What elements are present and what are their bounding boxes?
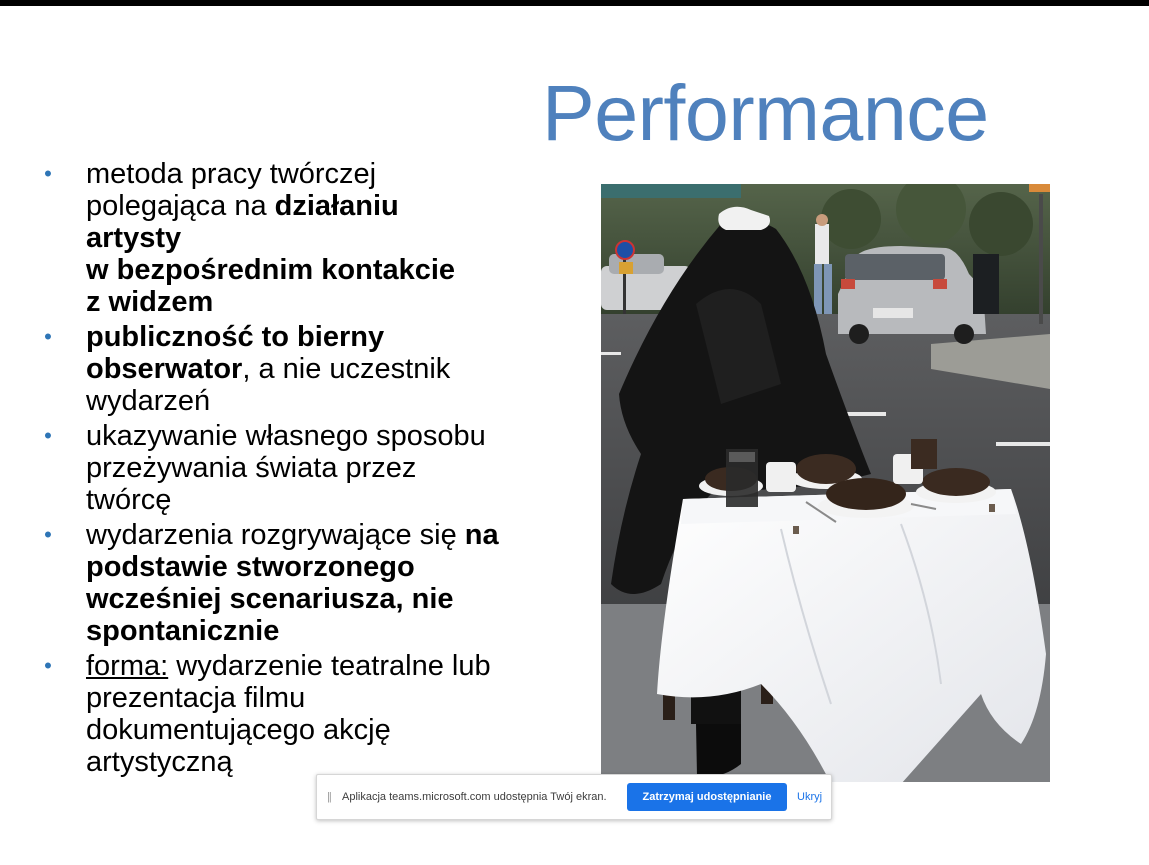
bullet-item (40, 650, 585, 778)
text-segment: artystyczną (86, 746, 233, 778)
slide-title: Performance (542, 68, 989, 157)
hide-link[interactable]: Ukryj (797, 791, 823, 803)
bullet-item (40, 519, 585, 647)
bullet-item (40, 420, 585, 516)
bullet-dot-icon: • (44, 423, 52, 448)
text-segment: z widzem (86, 286, 214, 318)
bullet-dot-icon: • (44, 653, 52, 678)
bullet-item (40, 158, 585, 318)
bullet-line (86, 353, 585, 385)
bullet-list (40, 158, 585, 781)
bullet-line (86, 190, 585, 222)
share-message: Aplikacja teams.microsoft.com udostępnia Twój ekran. (342, 791, 607, 803)
bullet-line (86, 254, 585, 286)
screen-share-notification (316, 774, 832, 820)
bullet-text (86, 519, 585, 647)
text-segment: publiczność to bierny (86, 321, 385, 353)
bullet-line (86, 420, 585, 452)
text-segment: artysty (86, 222, 182, 254)
bullet-text (86, 650, 585, 778)
text-segment: obserwator (86, 353, 243, 385)
text-segment: w bezpośrednim kontakcie (86, 254, 456, 286)
bullet-line (86, 615, 585, 647)
bullet-line (86, 222, 585, 254)
bullet-text (86, 321, 585, 417)
text-segment: podstawie stworzonego (86, 551, 415, 583)
text-segment: wcześniej scenariusza, nie (86, 583, 454, 615)
text-segment: przeżywania świata przez (86, 452, 417, 484)
text-segment: wydarzenie teatralne lub (168, 650, 491, 682)
bullet-text (86, 158, 585, 318)
text-segment: spontanicznie (86, 615, 280, 647)
text-segment: dokumentującego akcję (86, 714, 391, 746)
text-segment: prezentacja filmu (86, 682, 306, 714)
bullet-dot-icon: • (44, 324, 52, 349)
stop-sharing-button[interactable]: Zatrzymaj udostępnianie (627, 783, 787, 811)
presentation-slide (0, 6, 1149, 865)
bullet-line (86, 385, 585, 417)
bullet-line (86, 321, 585, 353)
bullet-line (86, 682, 585, 714)
drag-handle-icon[interactable]: || (327, 791, 331, 803)
text-segment: wydarzenia rozgrywające się (86, 519, 465, 551)
bullet-dot-icon: • (44, 522, 52, 547)
performance-photo (601, 184, 1050, 782)
text-segment: na (464, 519, 499, 551)
bullet-dot-icon: • (44, 161, 52, 186)
text-segment: , a nie uczestnik (242, 353, 451, 385)
bullet-line (86, 158, 585, 190)
bullet-line (86, 650, 585, 682)
text-segment: polegająca na (86, 190, 275, 222)
bullet-line (86, 484, 585, 516)
bullet-item (40, 321, 585, 417)
bullet-line (86, 519, 585, 551)
text-segment: twórcę (86, 484, 172, 516)
bullet-text (86, 420, 585, 516)
text-segment: metoda pracy twórczej (86, 158, 377, 190)
bullet-line (86, 583, 585, 615)
text-segment: ukazywanie własnego sposobu (86, 420, 486, 452)
text-segment: wydarzeń (86, 385, 211, 417)
bullet-line (86, 286, 585, 318)
bullet-line (86, 452, 585, 484)
bullet-line (86, 714, 585, 746)
bullet-line (86, 551, 585, 583)
text-segment: forma: (86, 650, 169, 682)
text-segment: działaniu (274, 190, 399, 222)
